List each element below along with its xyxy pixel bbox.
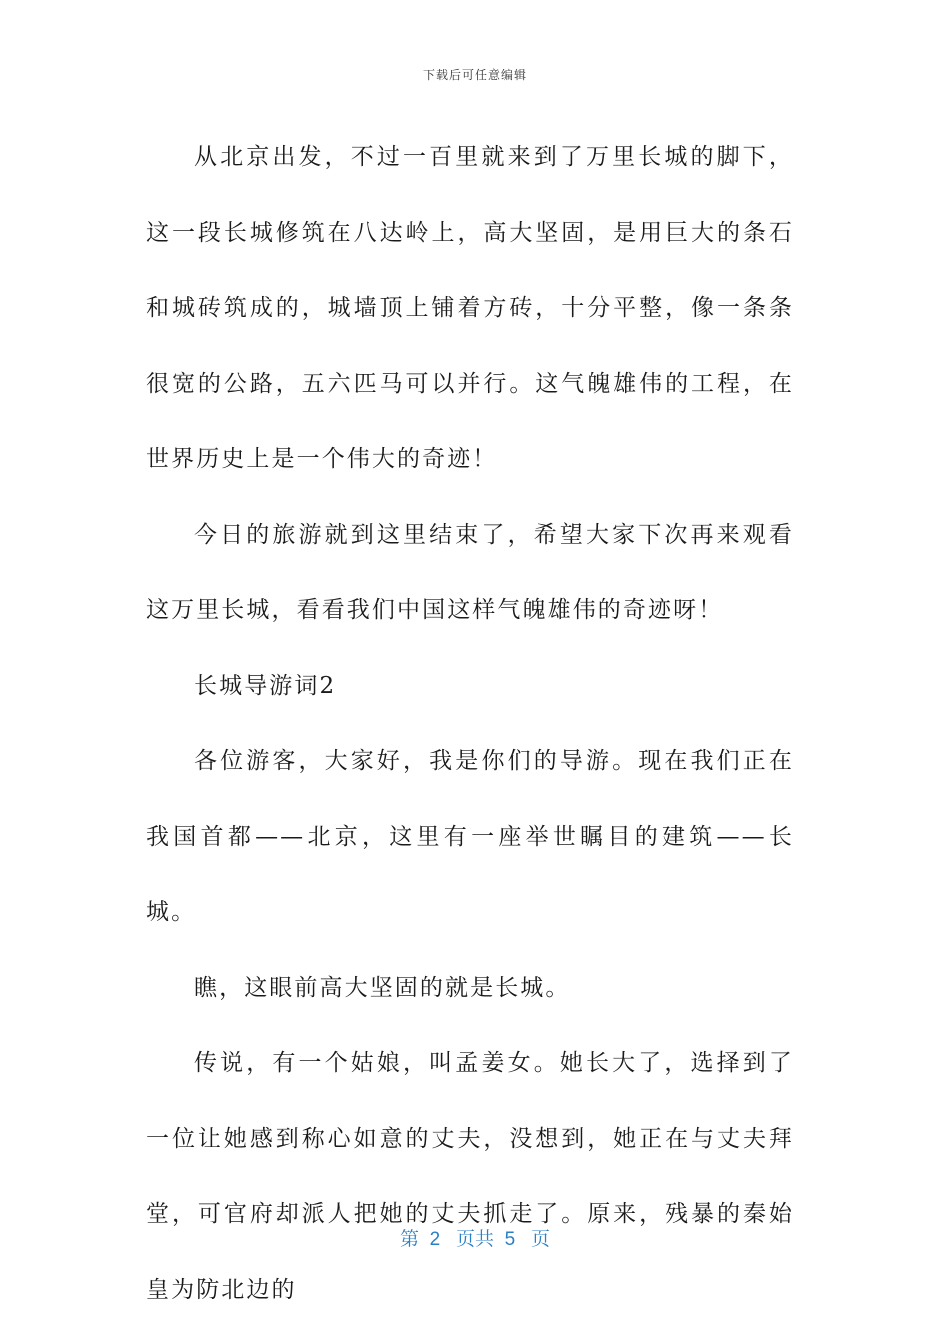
footer-middle: 页共 — [455, 1229, 494, 1250]
footer-prefix: 第 — [399, 1229, 419, 1250]
paragraph: 从北京出发，不过一百里就来到了万里长城的脚下，这一段长城修筑在八达岭上，高大坚固，是用巨大的条石和城砖筑成的，城墙顶上铺着方砖，十分平整，像一条条很宽的公路，五六匹马可以并行。这气魄雄伟的工程，在世界历史上是一个伟大的奇迹！ — [146, 144, 794, 472]
page-header: 下载后可任意编辑 — [422, 68, 527, 82]
paragraph: 瞧，这眼前高大坚固的就是长城。 — [194, 974, 571, 1001]
paragraph: 各位游客，大家好，我是你们的导游。现在我们正在我国首都——北京，这里有一座举世瞩目的建筑——长城。 — [146, 748, 794, 925]
body-text — [146, 120, 794, 1328]
paragraph: 今日的旅游就到这里结束了，希望大家下次再来观看这万里长城，看看我们中国这样气魄雄伟的奇迹呀！ — [146, 521, 794, 623]
section-heading: 长城导游词2 — [194, 672, 337, 699]
footer-suffix: 页 — [530, 1229, 550, 1250]
paragraph: 传说，有一个姑娘，叫孟姜女。她长大了，选择到了一位让她感到称心如意的丈夫，没想到，她正在与丈夫拜堂，可官府却派人把她的丈夫抓走了。原来，残暴的秦始皇为防北边的 — [146, 1050, 794, 1303]
footer-current-page: 2 — [429, 1229, 441, 1250]
footer-total-pages: 5 — [504, 1229, 516, 1250]
page-footer — [0, 1224, 950, 1251]
